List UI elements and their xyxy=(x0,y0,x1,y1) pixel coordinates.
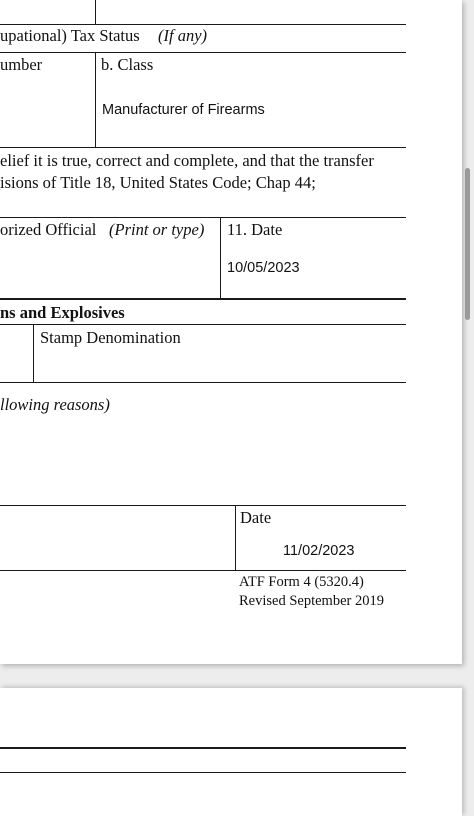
official-note: (Print or type) xyxy=(109,220,205,239)
rule xyxy=(0,52,406,53)
section-rule xyxy=(0,747,406,749)
approval-date-divider xyxy=(235,505,236,570)
rule xyxy=(0,24,406,25)
class-label: b. Class xyxy=(101,55,154,74)
section-rule xyxy=(0,298,406,300)
rule xyxy=(0,505,406,506)
approval-date-value: 11/02/2023 xyxy=(283,543,355,559)
class-cell-divider xyxy=(95,52,96,147)
tax-status-label: upational) Tax Status xyxy=(0,26,140,45)
vertical-scrollbar[interactable] xyxy=(465,168,470,320)
number-label: umber xyxy=(0,55,43,74)
stamp-cell-divider xyxy=(33,324,34,382)
date-cell-divider xyxy=(220,217,221,299)
date-field-label: 11. Date xyxy=(227,220,283,239)
rule xyxy=(0,217,406,218)
tax-status-note: (If any) xyxy=(158,26,208,45)
rule xyxy=(0,570,406,571)
form-revision: Revised September 2019 xyxy=(239,593,384,609)
approval-date-label: Date xyxy=(240,508,272,527)
rule xyxy=(0,324,406,325)
section-heading: ns and Explosives xyxy=(0,303,125,322)
reasons-text: llowing reasons) xyxy=(0,395,110,414)
belief-text-line-2: isions of Title 18, United States Code; Chap 44; xyxy=(0,173,316,192)
rule xyxy=(0,147,406,148)
class-value: Manufacturer of Firearms xyxy=(102,102,265,118)
date-field-value: 10/05/2023 xyxy=(227,260,300,276)
rule xyxy=(0,382,406,383)
form-page-2 xyxy=(0,688,462,816)
top-cell-divider xyxy=(95,0,96,24)
rule xyxy=(0,772,406,773)
form-id: ATF Form 4 (5320.4) xyxy=(239,574,364,590)
belief-text-line-1: elief it is true, correct and complete, and that the transfer xyxy=(0,151,374,170)
stamp-denomination-label: Stamp Denomination xyxy=(40,328,181,347)
official-label: orized Official xyxy=(0,220,97,239)
